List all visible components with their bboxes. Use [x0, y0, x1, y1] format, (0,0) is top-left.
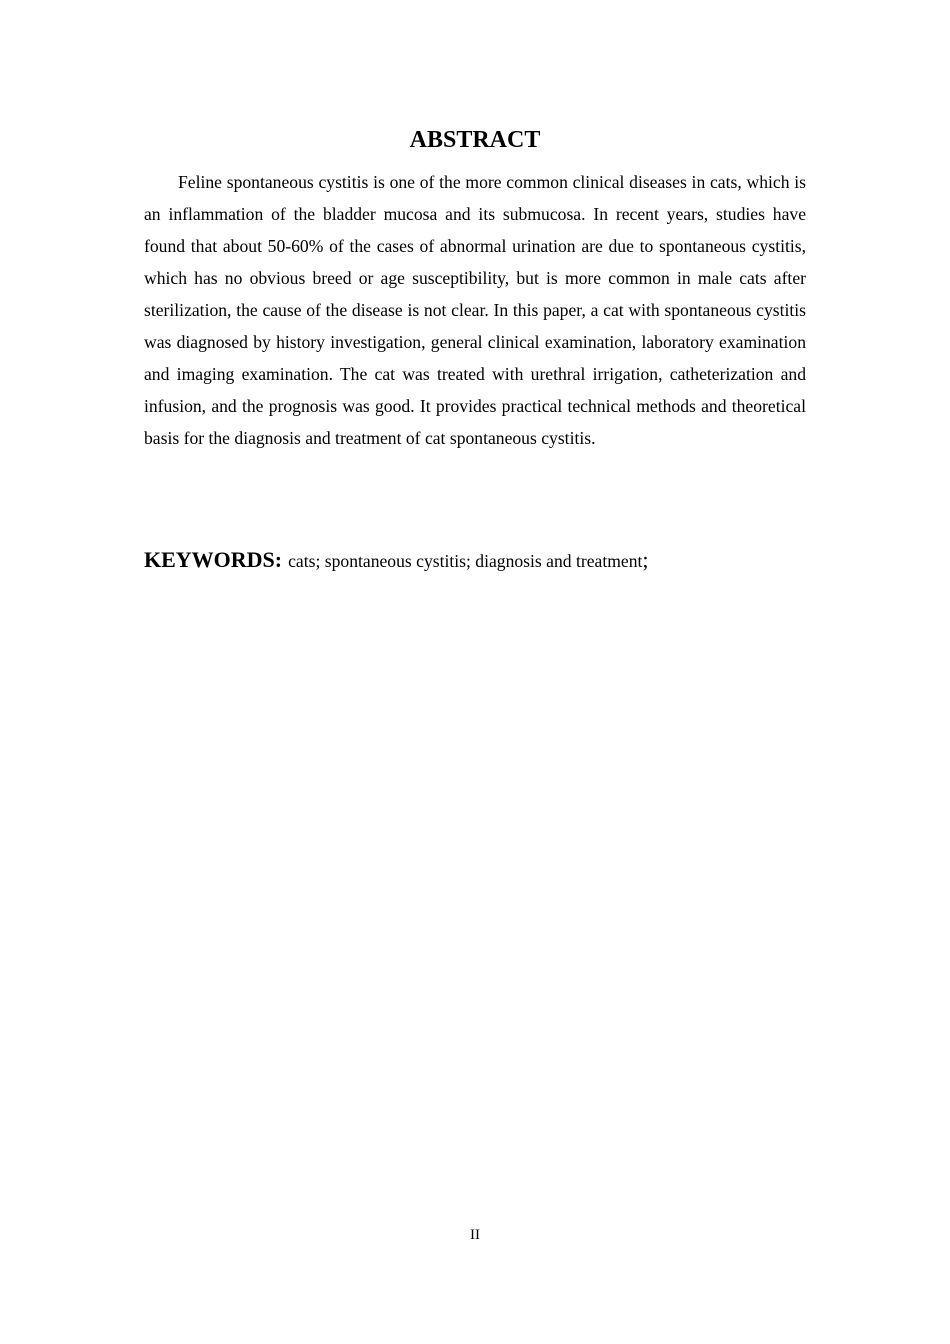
keywords-terminator: ;: [642, 547, 649, 572]
keywords-line: [144, 543, 806, 580]
abstract-title: ABSTRACT: [409, 127, 541, 153]
page-number: II: [470, 1227, 480, 1243]
keywords-label: KEYWORDS:: [144, 547, 283, 572]
abstract-paragraph: Feline spontaneous cystitis is one of the more common clinical diseases in cats, which is an inflammation of the bladder mucosa and its submucosa. In recent years, studies have found that about 50-60% of the cases of abnormal urination are due to spontaneous cystitis, which has no obvious breed or age susceptibility, but is more common in male cats after sterilization, the cause of the disease is not clear. In this paper, a cat with spontaneous cystitis was diagnosed by history investigation, general clinical examination, laboratory examination and imaging examination. The cat was treated with urethral irrigation, catheterization and infusion, and the prognosis was good. It provides practical technical methods and theoretical basis for the diagnosis and treatment of cat spontaneous cystitis.: [144, 172, 806, 448]
keywords-list: cats; spontaneous cystitis; diagnosis and treatment: [288, 551, 643, 571]
